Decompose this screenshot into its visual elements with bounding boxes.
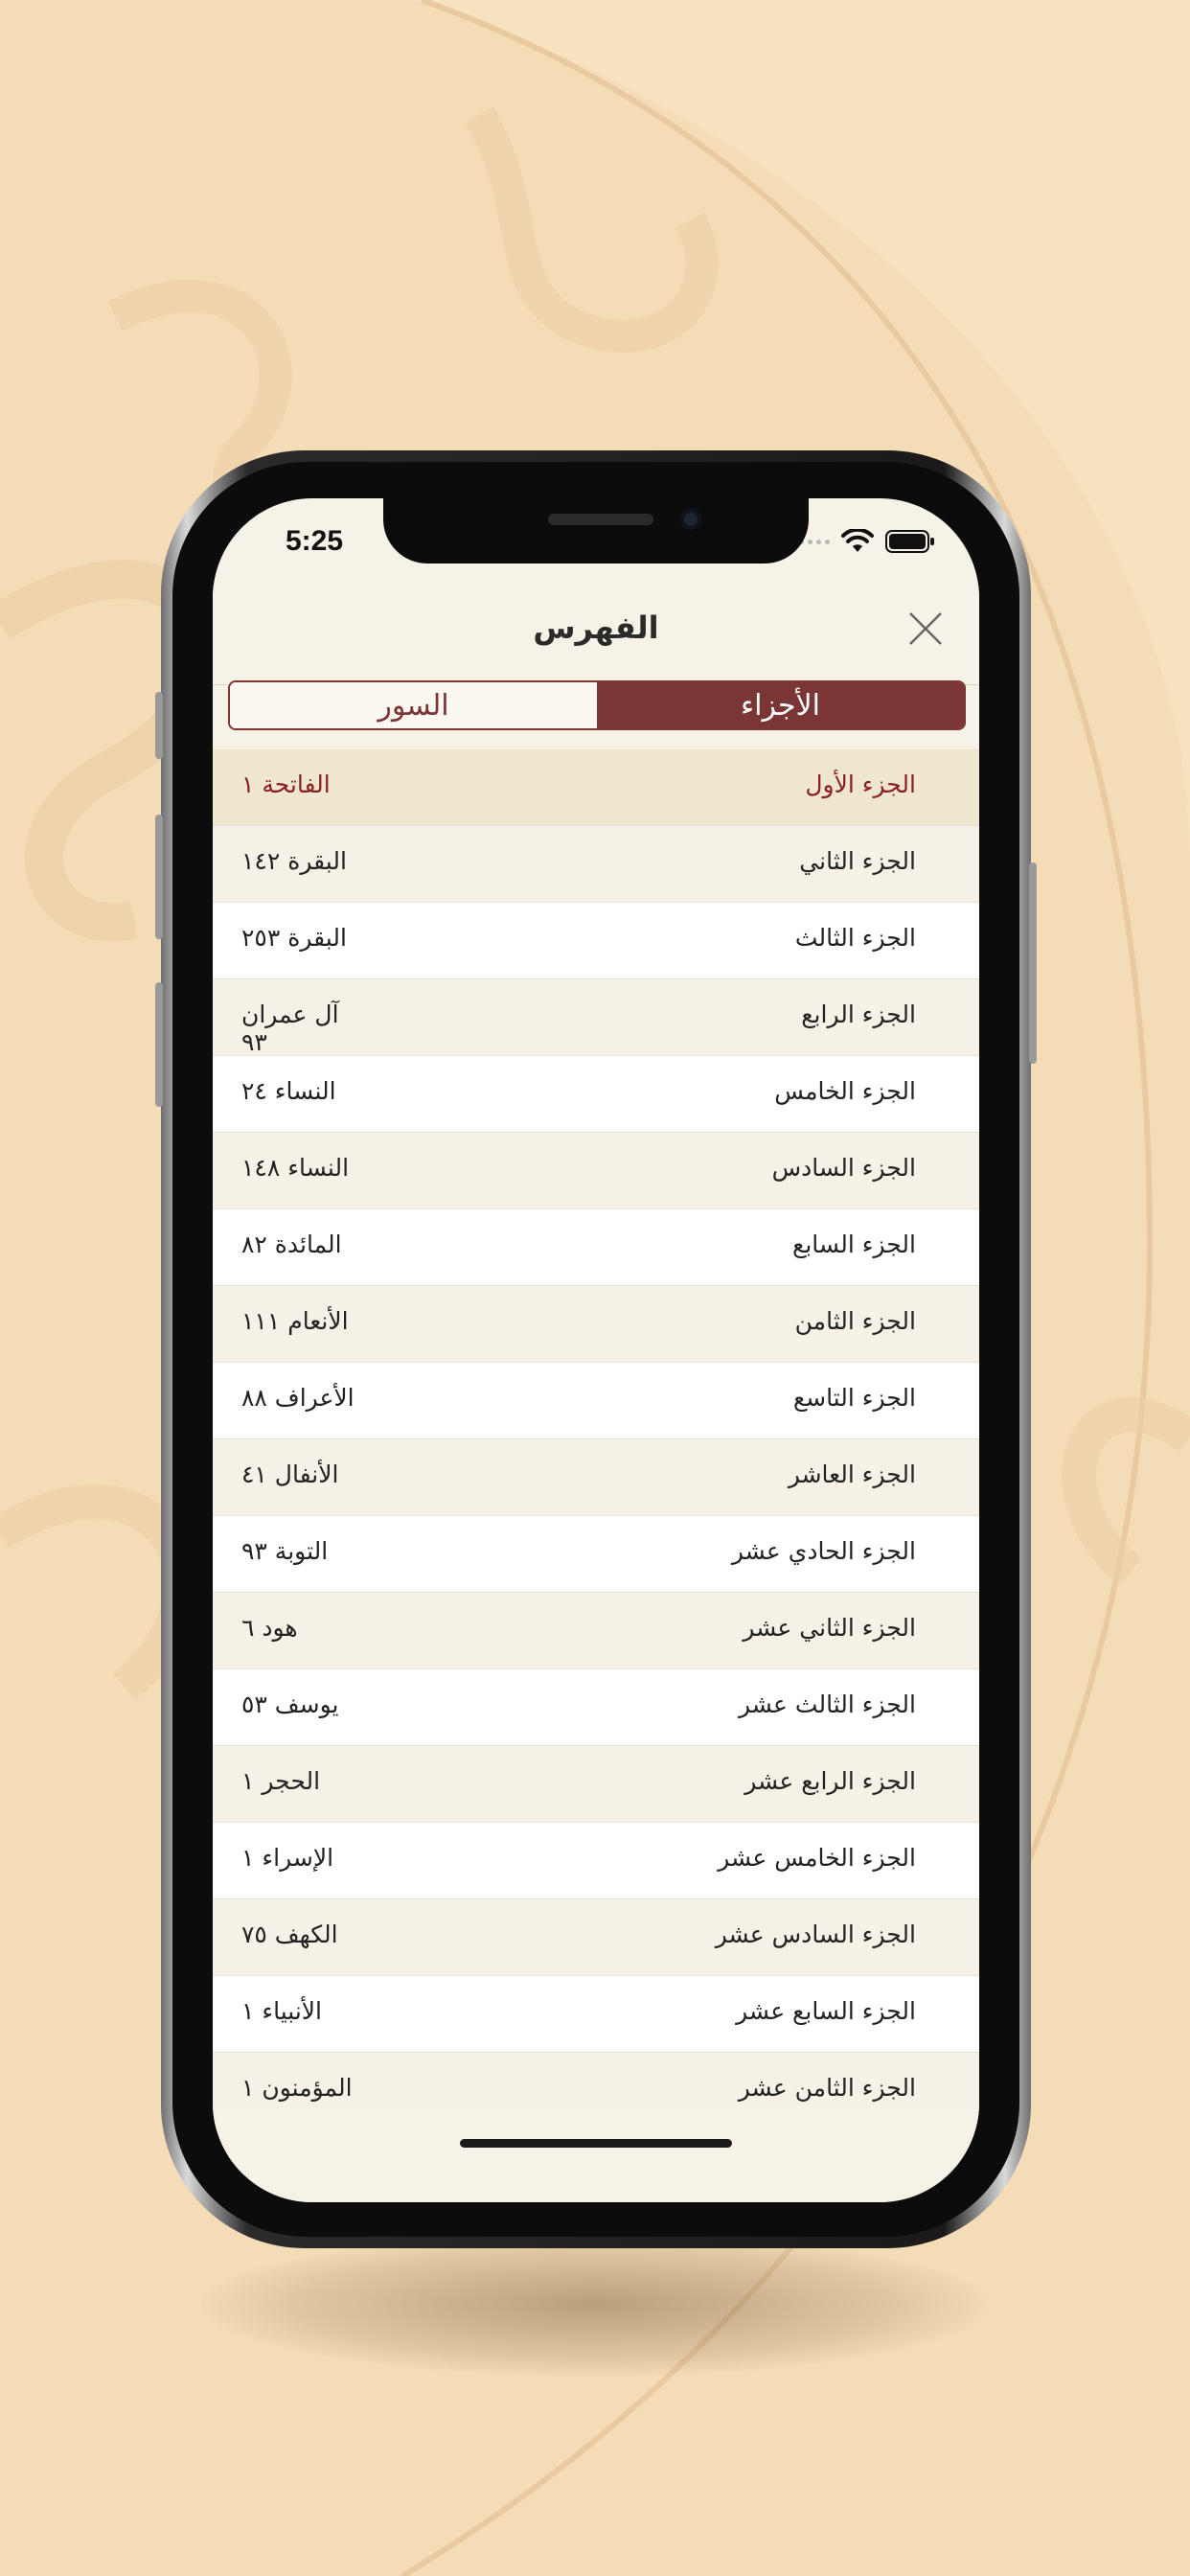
juz-name: الجزء السابع عشر xyxy=(736,1997,916,2025)
home-area xyxy=(213,2108,979,2202)
juz-start: الحجر ١ xyxy=(241,1767,321,1795)
juz-name: الجزء الثاني xyxy=(799,847,916,875)
juz-name: الجزء الثالث xyxy=(794,924,916,952)
volume-up-button xyxy=(155,815,163,939)
segment-juz[interactable]: الأجزاء xyxy=(597,682,964,728)
list-item[interactable] xyxy=(213,1669,979,1746)
juz-name: الجزء الثالث عشر xyxy=(738,1690,916,1718)
app-screen xyxy=(213,498,979,2202)
close-button[interactable] xyxy=(904,608,947,650)
close-icon xyxy=(904,608,947,650)
juz-start: المؤمنون ١ xyxy=(241,2074,353,2102)
juz-list xyxy=(213,749,979,2129)
juz-start: المائدة ٨٢ xyxy=(241,1230,342,1258)
volume-down-button xyxy=(155,982,163,1107)
juz-name: الجزء الخامس xyxy=(774,1077,916,1105)
juz-start: النساء ١٤٨ xyxy=(241,1154,350,1182)
list-item[interactable] xyxy=(213,826,979,903)
juz-start: النساء ٢٤ xyxy=(241,1077,336,1105)
juz-name: الجزء الرابع عشر xyxy=(744,1767,916,1795)
list-item[interactable] xyxy=(213,1516,979,1593)
juz-name: الجزء الخامس عشر xyxy=(718,1844,916,1872)
battery-icon xyxy=(885,530,935,553)
juz-name: الجزء السادس xyxy=(771,1154,916,1182)
power-button xyxy=(1029,862,1037,1064)
home-indicator[interactable] xyxy=(460,2139,732,2148)
juz-name: الجزء السابع xyxy=(792,1230,916,1258)
mute-switch xyxy=(155,692,163,759)
juz-start: يوسف ٥٣ xyxy=(241,1690,339,1718)
juz-start: الأعراف ٨٨ xyxy=(241,1384,355,1412)
list-item[interactable] xyxy=(213,1056,979,1133)
juz-name: الجزء الثامن xyxy=(794,1307,916,1335)
juz-start: آل عمران ٩٣ xyxy=(241,1000,339,1056)
juz-start: الكهف ٧٥ xyxy=(241,1920,338,1948)
navigation-bar xyxy=(213,585,979,685)
list-item[interactable] xyxy=(213,903,979,979)
list-item[interactable] xyxy=(213,1439,979,1516)
juz-start: الأنفال ٤١ xyxy=(241,1460,339,1488)
list-item[interactable] xyxy=(213,1286,979,1363)
juz-name: الجزء الأول xyxy=(805,770,916,798)
status-icons xyxy=(799,529,935,554)
phone-shadow xyxy=(201,2233,989,2377)
juz-start: الفاتحة ١ xyxy=(241,770,331,798)
juz-start: البقرة ٢٥٣ xyxy=(241,924,347,952)
juz-start: هود ٦ xyxy=(241,1614,298,1642)
wifi-icon xyxy=(841,529,874,554)
front-camera xyxy=(680,509,701,530)
segmented-control xyxy=(228,680,966,730)
page-title: الفهرس xyxy=(533,610,659,646)
speaker-grille xyxy=(548,514,653,525)
list-item[interactable] xyxy=(213,1209,979,1286)
list-item[interactable] xyxy=(213,1823,979,1899)
juz-start: التوبة ٩٣ xyxy=(241,1537,329,1565)
notch xyxy=(383,498,809,564)
juz-start: الإسراء ١ xyxy=(241,1844,334,1872)
list-item[interactable] xyxy=(213,1133,979,1209)
list-item[interactable] xyxy=(213,749,979,826)
juz-name: الجزء الثامن عشر xyxy=(738,2074,916,2102)
list-item[interactable] xyxy=(213,1976,979,2053)
juz-start: البقرة ١٤٢ xyxy=(241,847,347,875)
status-time: 5:25 xyxy=(286,525,344,557)
list-item[interactable] xyxy=(213,1593,979,1669)
juz-name: الجزء الرابع xyxy=(801,1000,916,1028)
list-item[interactable] xyxy=(213,1899,979,1976)
list-item[interactable] xyxy=(213,1746,979,1823)
juz-start: الأنبياء ١ xyxy=(241,1997,323,2025)
segment-surahs[interactable]: السور xyxy=(230,682,597,728)
juz-name: الجزء التاسع xyxy=(792,1384,916,1412)
list-item[interactable] xyxy=(213,979,979,1056)
juz-name: الجزء السادس عشر xyxy=(715,1920,916,1948)
juz-name: الجزء العاشر xyxy=(788,1460,916,1488)
juz-name: الجزء الحادي عشر xyxy=(731,1537,916,1565)
list-item[interactable] xyxy=(213,1363,979,1439)
juz-name: الجزء الثاني عشر xyxy=(743,1614,916,1642)
juz-start: الأنعام ١١١ xyxy=(241,1307,349,1335)
